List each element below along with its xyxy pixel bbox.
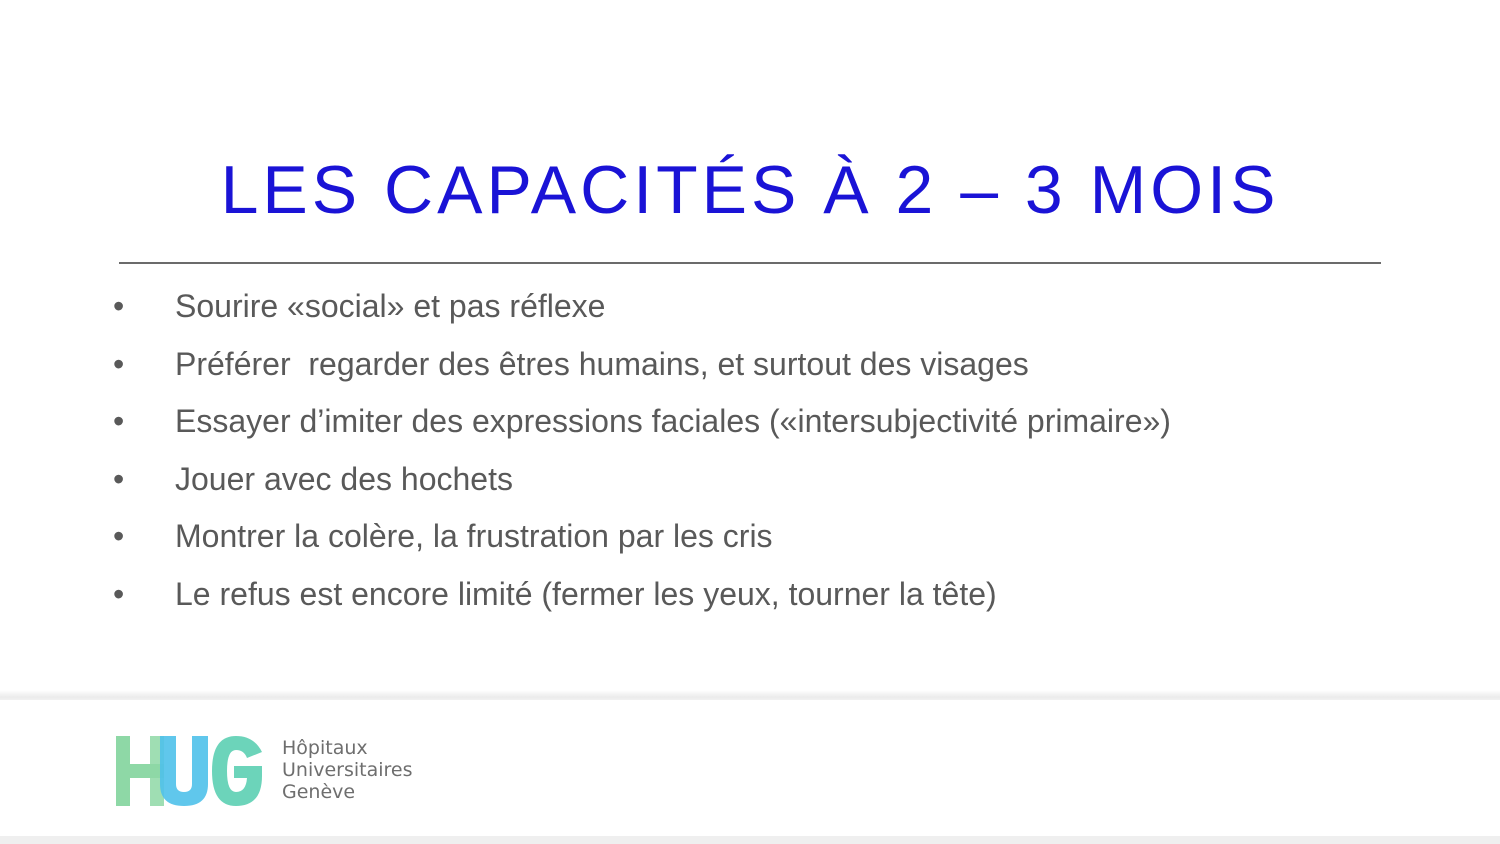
hug-logo-icon [116,736,262,806]
bullet-text: Le refus est encore limité (fermer les yeux, tourner la tête) [175,575,997,612]
bullet-icon: • [113,288,125,324]
institution-line: Genève [282,781,356,803]
title-divider [119,262,1381,264]
list-item [113,514,773,572]
footer-bottom-band [0,836,1500,844]
bullet-text: Préférer regarder des êtres humains, et surtout des visages [175,345,1029,382]
list-item [113,399,1171,457]
institution-line: Hôpitaux [282,737,368,759]
bullet-text: Sourire «social» et pas réflexe [175,288,606,324]
list-item [113,284,606,342]
list-item [113,457,513,515]
bullet-text: Jouer avec des hochets [175,460,513,497]
bullet-icon: • [113,518,125,554]
logo-g [212,736,262,806]
bullet-icon: • [113,345,125,382]
list-item [113,572,997,630]
bullet-text: Montrer la colère, la frustration par les cris [175,518,773,554]
institution-name [282,737,413,803]
bullet-list [113,284,1171,629]
list-item [113,342,1029,400]
logo-u [160,736,208,806]
bullet-icon: • [113,460,125,497]
bullet-icon: • [113,575,125,612]
institution-line: Universitaires [282,759,413,781]
bullet-icon: • [113,403,125,439]
slide-title: LES CAPACITÉS À 2 – 3 MOIS [220,152,1280,228]
bullet-text: Essayer d’imiter des expressions faciales («intersubjectivité primaire») [175,403,1171,439]
